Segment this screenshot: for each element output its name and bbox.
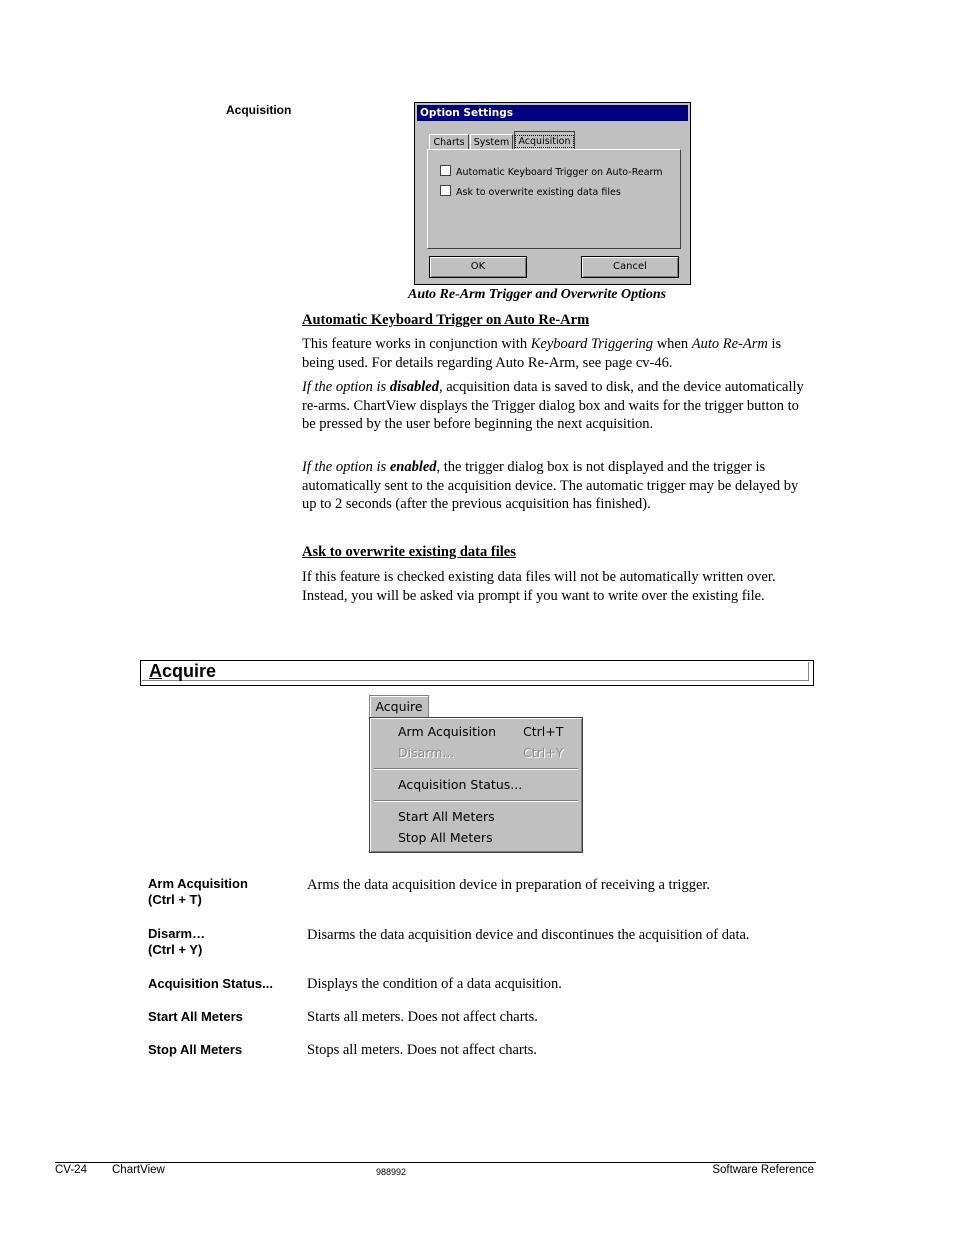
def-term-acquisition-status: Acquisition Status... <box>148 976 273 991</box>
footer-product: ChartView <box>112 1164 165 1176</box>
figure-caption: Auto Re-Arm Trigger and Overwrite Options <box>408 287 667 302</box>
overwrite-checkbox-row[interactable] <box>440 185 621 197</box>
footer-page-number: CV-24 <box>55 1164 87 1176</box>
overwrite-heading: Ask to overwrite existing data files <box>302 544 516 560</box>
def-desc-disarm: Disarms the data acquisition device and discontinues the acquisition of data. <box>307 927 750 943</box>
auto-trigger-label: Automatic Keyboard Trigger on Auto-Rearm <box>456 167 663 178</box>
def-desc-stop-all-meters: Stops all meters. Does not affect charts. <box>307 1042 538 1058</box>
auto-rearm-paragraph-1: This feature works in conjunction with Keyboard Triggering when Auto Re-Arm is being used. For details regarding Auto Re-Arm, see page cv-46. <box>302 336 782 371</box>
acquire-menu <box>369 717 583 853</box>
auto-trigger-checkbox[interactable] <box>440 165 451 176</box>
option-settings-dialog <box>414 102 691 285</box>
acquire-section-title: Acquire <box>149 661 217 681</box>
cancel-button[interactable]: Cancel <box>581 256 679 278</box>
footer-doc-number: 988992 <box>376 1167 407 1177</box>
acquire-section-bar <box>140 660 814 686</box>
auto-rearm-paragraph-2: If the option is disabled, acquisition data is saved to disk, and the device automatically re-arms. ChartView displays the Trigger dialog box and waits for the trigger button to be pressed by the user before beginning the next acquisition. <box>302 379 804 432</box>
def-desc-start-all-meters: Starts all meters. Does not affect charts. <box>307 1009 538 1025</box>
def-term-start-all-meters: Start All Meters <box>148 1009 243 1024</box>
overwrite-label: Ask to overwrite existing data files <box>456 187 621 198</box>
menu-item-arm-acquisition[interactable]: Arm Acquisition Ctrl+T <box>398 724 564 739</box>
def-term-disarm: Disarm… (Ctrl + Y) <box>148 926 206 957</box>
tab-panel <box>427 149 681 249</box>
dialog-title: Option Settings <box>417 105 688 121</box>
auto-rearm-paragraph-3: If the option is enabled, the trigger dialog box is not displayed and the trigger is automatically sent to the acquisition device. The automatic trigger may be delayed by up to 2 seconds (after the previous acquisition has finished). <box>302 459 799 512</box>
menu-item-disarm[interactable]: Disarm... Ctrl+Y <box>398 745 564 760</box>
menu-item-start-all-meters[interactable]: Start All Meters <box>398 809 495 824</box>
acquire-menu-title[interactable]: Acquire <box>369 695 429 717</box>
def-term-stop-all-meters: Stop All Meters <box>148 1042 243 1057</box>
tab-system[interactable]: System <box>470 134 513 150</box>
overwrite-checkbox[interactable] <box>440 185 451 196</box>
menu-separator <box>374 800 578 802</box>
tab-charts[interactable]: Charts <box>429 134 469 150</box>
menu-separator <box>374 768 578 770</box>
tab-acquisition[interactable]: Acquisition <box>514 131 575 150</box>
ok-button[interactable]: OK <box>429 256 527 278</box>
auto-rearm-heading: Automatic Keyboard Trigger on Auto Re-Arm <box>302 312 590 328</box>
def-desc-arm-acquisition: Arms the data acquisition device in preparation of receiving a trigger. <box>307 877 711 893</box>
auto-trigger-checkbox-row[interactable] <box>440 165 663 177</box>
menu-item-stop-all-meters[interactable]: Stop All Meters <box>398 830 493 845</box>
sidebar-heading: Acquisition <box>226 103 292 117</box>
def-desc-acquisition-status: Displays the condition of a data acquisition. <box>307 976 562 992</box>
footer-section: Software Reference <box>712 1164 814 1176</box>
footer-rule <box>55 1162 816 1163</box>
overwrite-paragraph: If this feature is checked existing data files will not be automatically written over. Instead, you will be asked via prompt if you want to write over the existing file. <box>302 569 776 604</box>
menu-item-acquisition-status[interactable]: Acquisition Status... <box>398 777 523 792</box>
def-term-arm-acquisition: Arm Acquisition (Ctrl + T) <box>148 876 248 907</box>
